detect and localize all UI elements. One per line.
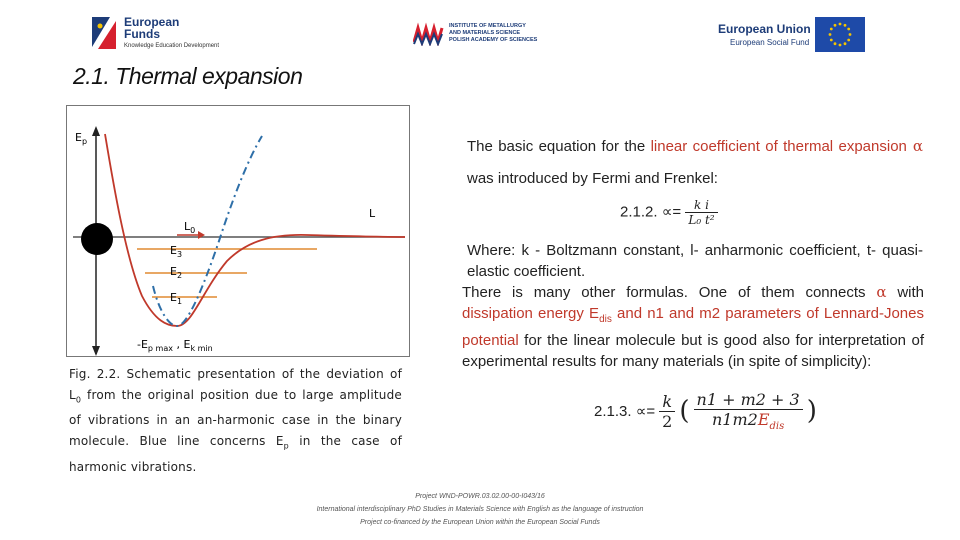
footer-cofinancing-note: Project co-financed by the European Union within the European Social Funds	[360, 519, 600, 526]
footer-project-number: Project WND-POWR.03.02.00-00-I043/16	[415, 493, 545, 500]
eu-flag-icon	[815, 17, 865, 52]
label-l: L	[369, 207, 376, 220]
european-funds-logo	[92, 15, 252, 55]
label-l0: $L_0$	[184, 220, 196, 235]
l0-arrow-head	[198, 231, 205, 239]
footer-program-name: International interdisciplinary PhD Studies in Materials Science with English as the language of instruction	[316, 506, 644, 513]
energy-axis-arrow-down	[92, 346, 100, 356]
lennard-jones-paragraph: There is many other formulas. One of them connects α with dissipation energy $E_{dis}$ and n1 and m2 parameters of Lennard-Jones potential for the linear molecule but is good also for interpretation of experimental results for many materials (in spite of simplicity):	[462, 283, 924, 370]
equation-2-1-3: 2.1.3. ∝= $\frac{k}{2}$ ( $\frac{n1 + m2 + 3}{n1m2E_{dis}}$ )	[594, 390, 817, 433]
anharmonic-potential-curve	[105, 134, 405, 326]
project-footer	[250, 490, 710, 529]
european-union-title: European Union	[718, 22, 811, 36]
slide-title: 2.1. Thermal expansion	[73, 63, 303, 89]
institute-name: INSTITUTE OF METALLURGY AND MATERIALS SCIENCE POLISH ACADEMY OF SCIENCES	[449, 23, 538, 43]
label-e2: $E_2$	[170, 265, 183, 280]
where-paragraph: Where: k - Boltzmann constant, l- anharmonic coefficient, t- quasi-elastic coefficient.	[467, 242, 923, 280]
intro-paragraph: The basic equation for the linear coefficient of thermal expansion α was introduced by Fermi and Frenkel:	[467, 137, 923, 187]
figure-caption: Fig. 2.2. Schematic presentation of the deviation of $L_0$ from the original position due to large amplitude of vibrations in an an-harmonic case in the binary molecule. Blue line concerns $E_p$ in the case of harmonic vibrations.	[69, 367, 402, 474]
institute-emblem-icon	[413, 22, 445, 46]
atom-circle	[81, 223, 113, 255]
label-e3: $E_3$	[170, 244, 183, 259]
european-union-logo	[718, 17, 868, 53]
potential-energy-diagram	[67, 106, 409, 356]
european-social-fund-subtitle: European Social Fund	[730, 38, 810, 47]
institute-logo	[413, 22, 573, 52]
potential-energy-figure	[66, 105, 410, 357]
equation-2-1-2: 2.1.2. ∝= $\frac{\text{k i}}{\text{L₀ t²}}$	[620, 198, 718, 227]
energy-axis-arrow-up	[92, 126, 100, 136]
label-e1: $E_1$	[170, 291, 183, 306]
label-minimum: $-E_{p max}$ , $E_{k min}$	[137, 338, 213, 353]
label-ep: $E_p$	[75, 131, 88, 146]
highlight-linear-coefficient: linear coefficient of thermal expansion	[650, 138, 907, 155]
european-funds-flag-icon	[92, 17, 116, 49]
european-funds-title: European Funds	[124, 15, 180, 41]
european-funds-subtitle: Knowledge Education Development	[124, 43, 220, 49]
